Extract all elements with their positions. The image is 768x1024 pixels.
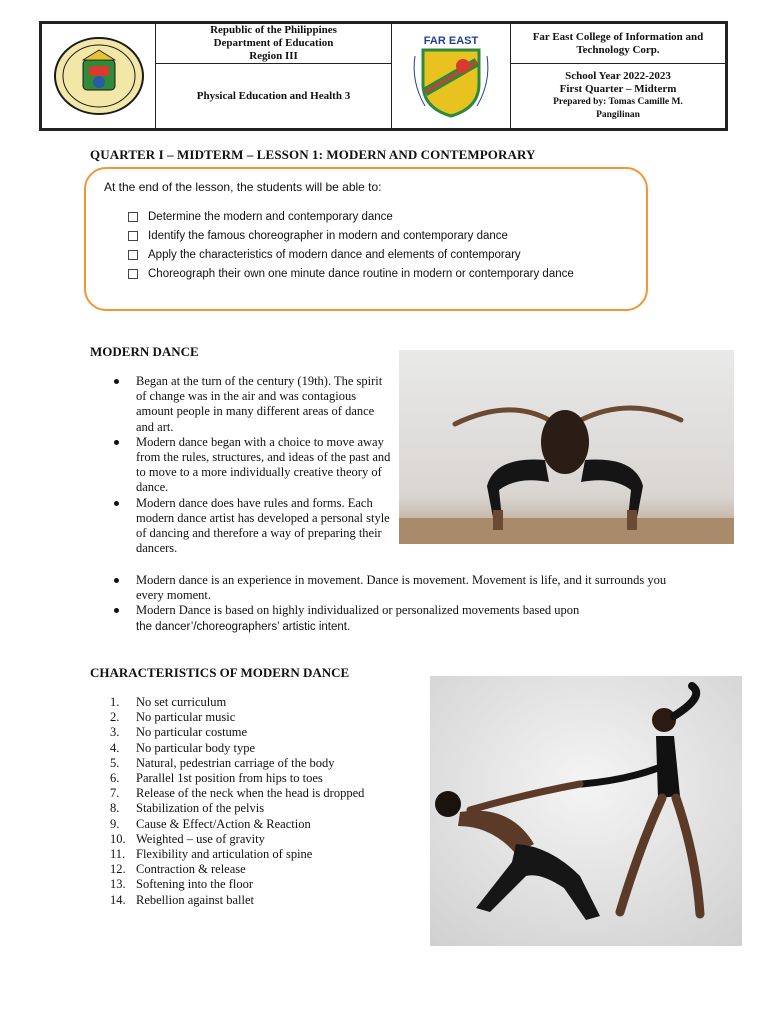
characteristic-item: 7. Release of the neck when the head is dropped — [110, 786, 365, 801]
objective-item: Determine the modern and contemporary dance — [128, 208, 638, 227]
characteristic-item: 5. Natural, pedestrian carriage of the body — [110, 755, 335, 770]
college-name: Far East College of Information and Technology Corp. — [532, 30, 704, 56]
modern-dance-bullet: Modern Dance is based on highly individualized or personalized movements based upon the dancer’/choreographers’ artistic intent. — [136, 603, 696, 634]
college-name-cell — [510, 23, 726, 64]
checkbox-icon — [128, 269, 138, 279]
characteristic-item: 4. No particular body type — [110, 740, 256, 755]
objective-item: Choreograph their own one minute dance routine in modern or contemporary dance — [128, 265, 638, 284]
characteristic-item: 9. Cause & Effect/Action & Reaction — [110, 816, 311, 831]
modern-dance-bullet: Modern dance began with a choice to move away from the rules, structures, and ideas of the past and to move to a more individually creative theory of dance. — [136, 435, 394, 496]
subject-cell — [155, 63, 392, 129]
prepared-by: Prepared by: Tomas Camille M. Pangilinan — [553, 97, 683, 120]
deped-seal-cell — [41, 23, 156, 129]
school-year-cell — [510, 63, 726, 129]
college-logo-icon — [409, 32, 493, 120]
characteristics-title: CHARACTERISTICS OF MODERN DANCE — [90, 665, 350, 680]
characteristic-item: 10. Weighted – use of gravity — [110, 831, 265, 846]
checkbox-icon — [128, 231, 138, 241]
modern-dance-bullet: Modern dance is an experience in movement. Dance is movement. Movement is life, and it surrounds you every moment. — [136, 573, 696, 603]
characteristic-item: 13. Softening into the floor — [110, 877, 253, 892]
quarter-label: First Quarter – Midterm — [559, 83, 677, 95]
objectives-box — [84, 167, 648, 311]
characteristic-item: 3. No particular costume — [110, 725, 248, 740]
characteristic-item: 12. Contraction & release — [110, 862, 246, 877]
school-year: School Year 2022-2023 — [565, 70, 671, 82]
modern-dance-bullet: Began at the turn of the century (19th). The spirit of change was in the air and was contagious amount people in many different areas of dance and art. — [136, 374, 394, 435]
objective-item: Identify the famous choreographer in modern and contemporary dance — [128, 227, 638, 246]
deped-heading-cell — [155, 23, 392, 64]
dancer-illustration — [399, 350, 734, 544]
checkbox-icon — [128, 212, 138, 222]
characteristic-item: 6. Parallel 1st position from hips to toes — [110, 771, 323, 786]
objective-item: Apply the characteristics of modern dance and elements of contemporary — [128, 246, 638, 265]
header-table — [39, 21, 728, 131]
checkbox-icon — [128, 250, 138, 260]
characteristics-list — [110, 695, 420, 908]
lesson-title: QUARTER I – MIDTERM – LESSON 1: MODERN AND CONTEMPORARY — [90, 147, 536, 162]
characteristic-item: 8. Stabilization of the pelvis — [110, 801, 265, 816]
modern-dance-title: MODERN DANCE — [90, 344, 199, 359]
modern-dancer-photo — [399, 350, 734, 544]
characteristic-item: 1. No set curriculum — [110, 695, 227, 709]
objectives-intro: At the end of the lesson, the students will be able to: — [104, 180, 382, 194]
modern-dance-bullet: Modern dance does have rules and forms. Each modern dance artist has developed a personal style of dancing and therefore a way of preparing their dancers. — [136, 496, 394, 557]
dance-duo-illustration — [430, 676, 742, 946]
svg-text:FAR EAST: FAR EAST — [423, 35, 479, 47]
dance-duo-photo — [430, 676, 742, 946]
characteristic-item: 11. Flexibility and articulation of spine — [110, 847, 313, 862]
modern-dance-bullets — [136, 374, 394, 556]
modern-dance-bullets-wide — [136, 573, 696, 635]
header-line-deped: Department of Education — [213, 37, 334, 49]
characteristic-item: 14. Rebellion against ballet — [110, 892, 255, 907]
header-line-republic: Republic of the Philippines — [210, 24, 337, 36]
characteristic-item: 2. No particular music — [110, 710, 236, 725]
objectives-list — [128, 208, 638, 284]
college-logo-cell — [391, 23, 511, 129]
subject-name: Physical Education and Health 3 — [196, 89, 351, 102]
header-line-region: Region III — [249, 50, 298, 62]
deped-seal-icon — [53, 36, 145, 116]
